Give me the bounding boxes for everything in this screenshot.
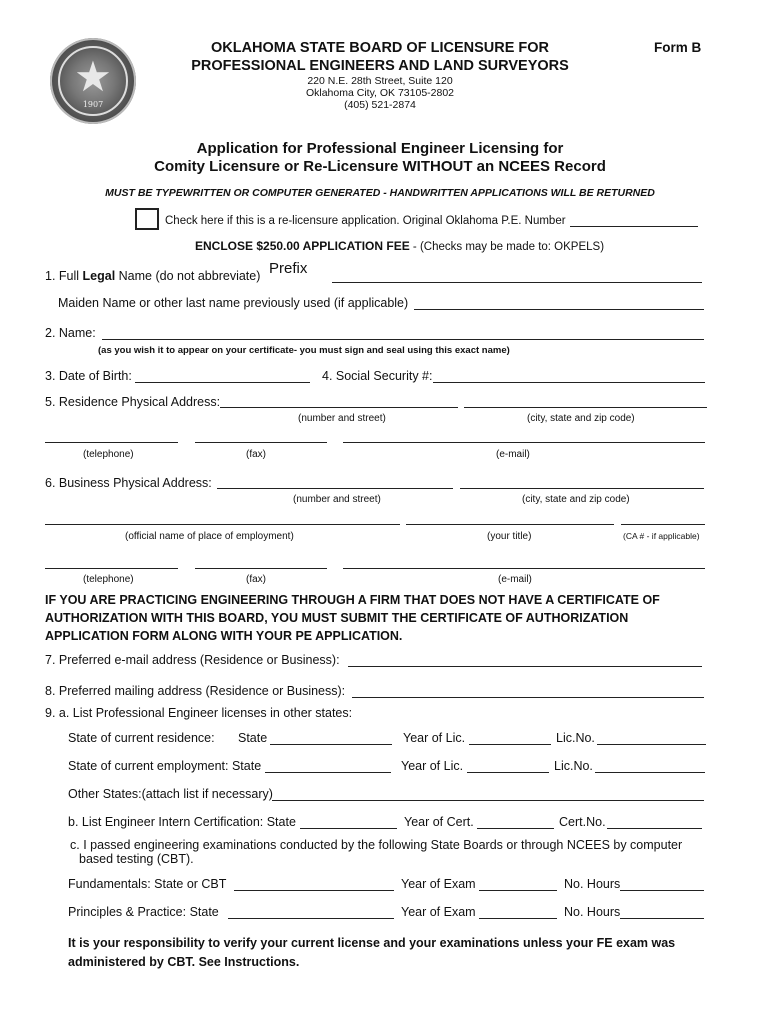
q7-label: 7. Preferred e-mail address (Residence or Business): [45, 653, 340, 667]
application-title-line2: Comity Licensure or Re-Licensure WITHOUT an NCEES Record [154, 158, 606, 175]
fee-amount: ENCLOSE $250.00 APPLICATION FEE [195, 239, 410, 253]
intern-cert-label: b. List Engineer Intern Certification: State [68, 815, 296, 829]
residence-email-caption: (e-mail) [496, 449, 530, 460]
fundamentals-hours-field[interactable] [620, 890, 704, 891]
form-label: Form B [654, 40, 702, 55]
intern-cert-year-label: Year of Cert. [404, 815, 474, 829]
responsibility-line1: It is your responsibility to verify your current license and your examinations unless your FE exam was [68, 936, 676, 950]
residence-city-field[interactable] [464, 407, 707, 408]
business-email-caption: (e-mail) [498, 574, 532, 585]
employment-license-state-field[interactable] [265, 772, 391, 773]
fundamentals-year-field[interactable] [479, 890, 557, 891]
q5-label: 5. Residence Physical Address: [45, 395, 221, 409]
q2-label: 2. Name: [45, 326, 96, 340]
business-fax-field[interactable] [195, 568, 327, 569]
business-city-field[interactable] [460, 488, 704, 489]
preferred-email-field[interactable] [348, 666, 702, 667]
preferred-mailing-field[interactable] [352, 697, 704, 698]
residence-email-field[interactable] [343, 442, 705, 443]
certificate-name-field[interactable] [102, 339, 704, 340]
employer-caption: (official name of place of employment) [125, 531, 294, 542]
board-title-line2: PROFESSIONAL ENGINEERS AND LAND SURVEYORS [191, 58, 569, 74]
fee-note: - (Checks may be made to: OKPELS) [409, 241, 605, 253]
business-street-caption: (number and street) [293, 494, 381, 505]
state-seal-logo [50, 38, 136, 124]
residence-telephone-field[interactable] [45, 442, 178, 443]
fundamentals-state-field[interactable] [234, 890, 394, 891]
q2-note: (as you wish it to appear on your certificate- you must sign and seal using this exact name) [98, 345, 510, 356]
residence-street-caption: (number and street) [298, 413, 386, 424]
full-legal-name-field[interactable] [332, 282, 702, 283]
seal-year: 1907 [82, 100, 104, 109]
residence-license-state-label: State [238, 731, 268, 745]
fundamentals-label: Fundamentals: State or CBT [68, 877, 227, 891]
q3-label: 3. Date of Birth: [45, 369, 132, 383]
employment-license-label: State of current employment: State [68, 759, 262, 773]
typewritten-notice: MUST BE TYPEWRITTEN OR COMPUTER GENERATED - HANDWRITTEN APPLICATIONS WILL BE RETURNED [105, 187, 655, 199]
employment-license-year-label: Year of Lic. [401, 759, 464, 773]
intern-cert-state-field[interactable] [300, 828, 397, 829]
intern-cert-year-field[interactable] [477, 828, 554, 829]
residence-fax-caption: (fax) [246, 449, 266, 460]
q8-label: 8. Preferred mailing address (Residence or Business): [45, 684, 346, 698]
other-states-label: Other States:(attach list if necessary) [68, 787, 273, 801]
responsibility-line2: administered by CBT. See Instructions. [68, 955, 300, 969]
seal-star-icon: ★ [74, 53, 112, 100]
principles-year-field[interactable] [479, 918, 557, 919]
business-city-caption: (city, state and zip code) [522, 494, 630, 505]
board-title-line1: OKLAHOMA STATE BOARD OF LICENSURE FOR [210, 40, 550, 56]
residence-license-year-label: Year of Lic. [403, 731, 466, 745]
ssn-field[interactable] [433, 382, 705, 383]
your-title-caption: (your title) [487, 531, 532, 542]
board-address-city: Oklahoma City, OK 73105-2802 [305, 87, 455, 99]
fundamentals-year-label: Year of Exam [401, 877, 476, 891]
q1-legal: Legal [82, 269, 116, 283]
firm-notice-line2: AUTHORIZATION WITH THIS BOARD, YOU MUST SUBMIT THE CERTIFICATE OF AUTHORIZATION [45, 611, 629, 625]
employment-license-number-label: Lic.No. [554, 759, 593, 773]
firm-notice-line1: IF YOU ARE PRACTICING ENGINEERING THROUGH A FIRM THAT DOES NOT HAVE A CERTIFICATE OF [45, 593, 660, 607]
ca-number-field[interactable] [621, 524, 705, 525]
q4-label: 4. Social Security #: [322, 369, 433, 383]
intern-cert-number-label: Cert.No. [559, 815, 606, 829]
residence-street-field[interactable] [220, 407, 458, 408]
principles-label: Principles & Practice: State [68, 905, 219, 919]
prefix-text: Prefix [269, 260, 308, 277]
business-telephone-caption: (telephone) [83, 574, 134, 585]
your-title-field[interactable] [406, 524, 614, 525]
residence-telephone-caption: (telephone) [83, 449, 134, 460]
q6-label: 6. Business Physical Address: [45, 476, 212, 490]
fundamentals-hours-label: No. Hours [564, 877, 621, 891]
principles-year-label: Year of Exam [401, 905, 476, 919]
board-phone: (405) 521-2874 [344, 99, 416, 111]
q1-post: Name (do not abbreviate) [115, 269, 261, 283]
maiden-label: Maiden Name or other last name previously used (if applicable) [58, 296, 409, 310]
principles-state-field[interactable] [228, 918, 394, 919]
original-pe-number-field[interactable] [570, 226, 698, 227]
principles-hours-field[interactable] [620, 918, 704, 919]
residence-license-label: State of current residence: [68, 731, 215, 745]
q1-pre: 1. Full [45, 269, 83, 283]
other-states-field[interactable] [272, 800, 704, 801]
business-telephone-field[interactable] [45, 568, 178, 569]
q9c-line2: based testing (CBT). [79, 852, 194, 866]
firm-notice-line3: APPLICATION FORM ALONG WITH YOUR PE APPLICATION. [45, 629, 403, 643]
employer-name-field[interactable] [45, 524, 400, 525]
intern-cert-number-field[interactable] [607, 828, 702, 829]
q9-label: 9. a. List Professional Engineer licenses in other states: [45, 706, 353, 720]
principles-hours-label: No. Hours [564, 905, 621, 919]
residence-license-state-field[interactable] [270, 744, 392, 745]
q1-label [45, 269, 260, 284]
business-street-field[interactable] [217, 488, 453, 489]
employment-license-year-field[interactable] [467, 772, 549, 773]
employment-license-number-field[interactable] [595, 772, 705, 773]
ca-number-caption: (CA # - if applicable) [623, 531, 700, 541]
relicensure-label: Check here if this is a re-licensure application. Original Oklahoma P.E. Number [165, 215, 566, 227]
date-of-birth-field[interactable] [135, 382, 310, 383]
business-email-field[interactable] [343, 568, 705, 569]
fee-line [195, 239, 604, 255]
board-address-street: 220 N.E. 28th Street, Suite 120 [307, 75, 453, 87]
q9c-line1: c. I passed engineering examinations conducted by the following State Boards or through NCEES by computer [70, 838, 683, 852]
maiden-name-field[interactable] [414, 309, 704, 310]
residence-city-caption: (city, state and zip code) [527, 413, 635, 424]
business-fax-caption: (fax) [246, 574, 266, 585]
relicensure-checkbox[interactable] [135, 208, 159, 230]
application-title-line1: Application for Professional Engineer Licensing for [196, 140, 564, 157]
residence-license-number-label: Lic.No. [556, 731, 595, 745]
residence-license-number-field[interactable] [597, 744, 706, 745]
residence-license-year-field[interactable] [469, 744, 551, 745]
residence-fax-field[interactable] [195, 442, 327, 443]
